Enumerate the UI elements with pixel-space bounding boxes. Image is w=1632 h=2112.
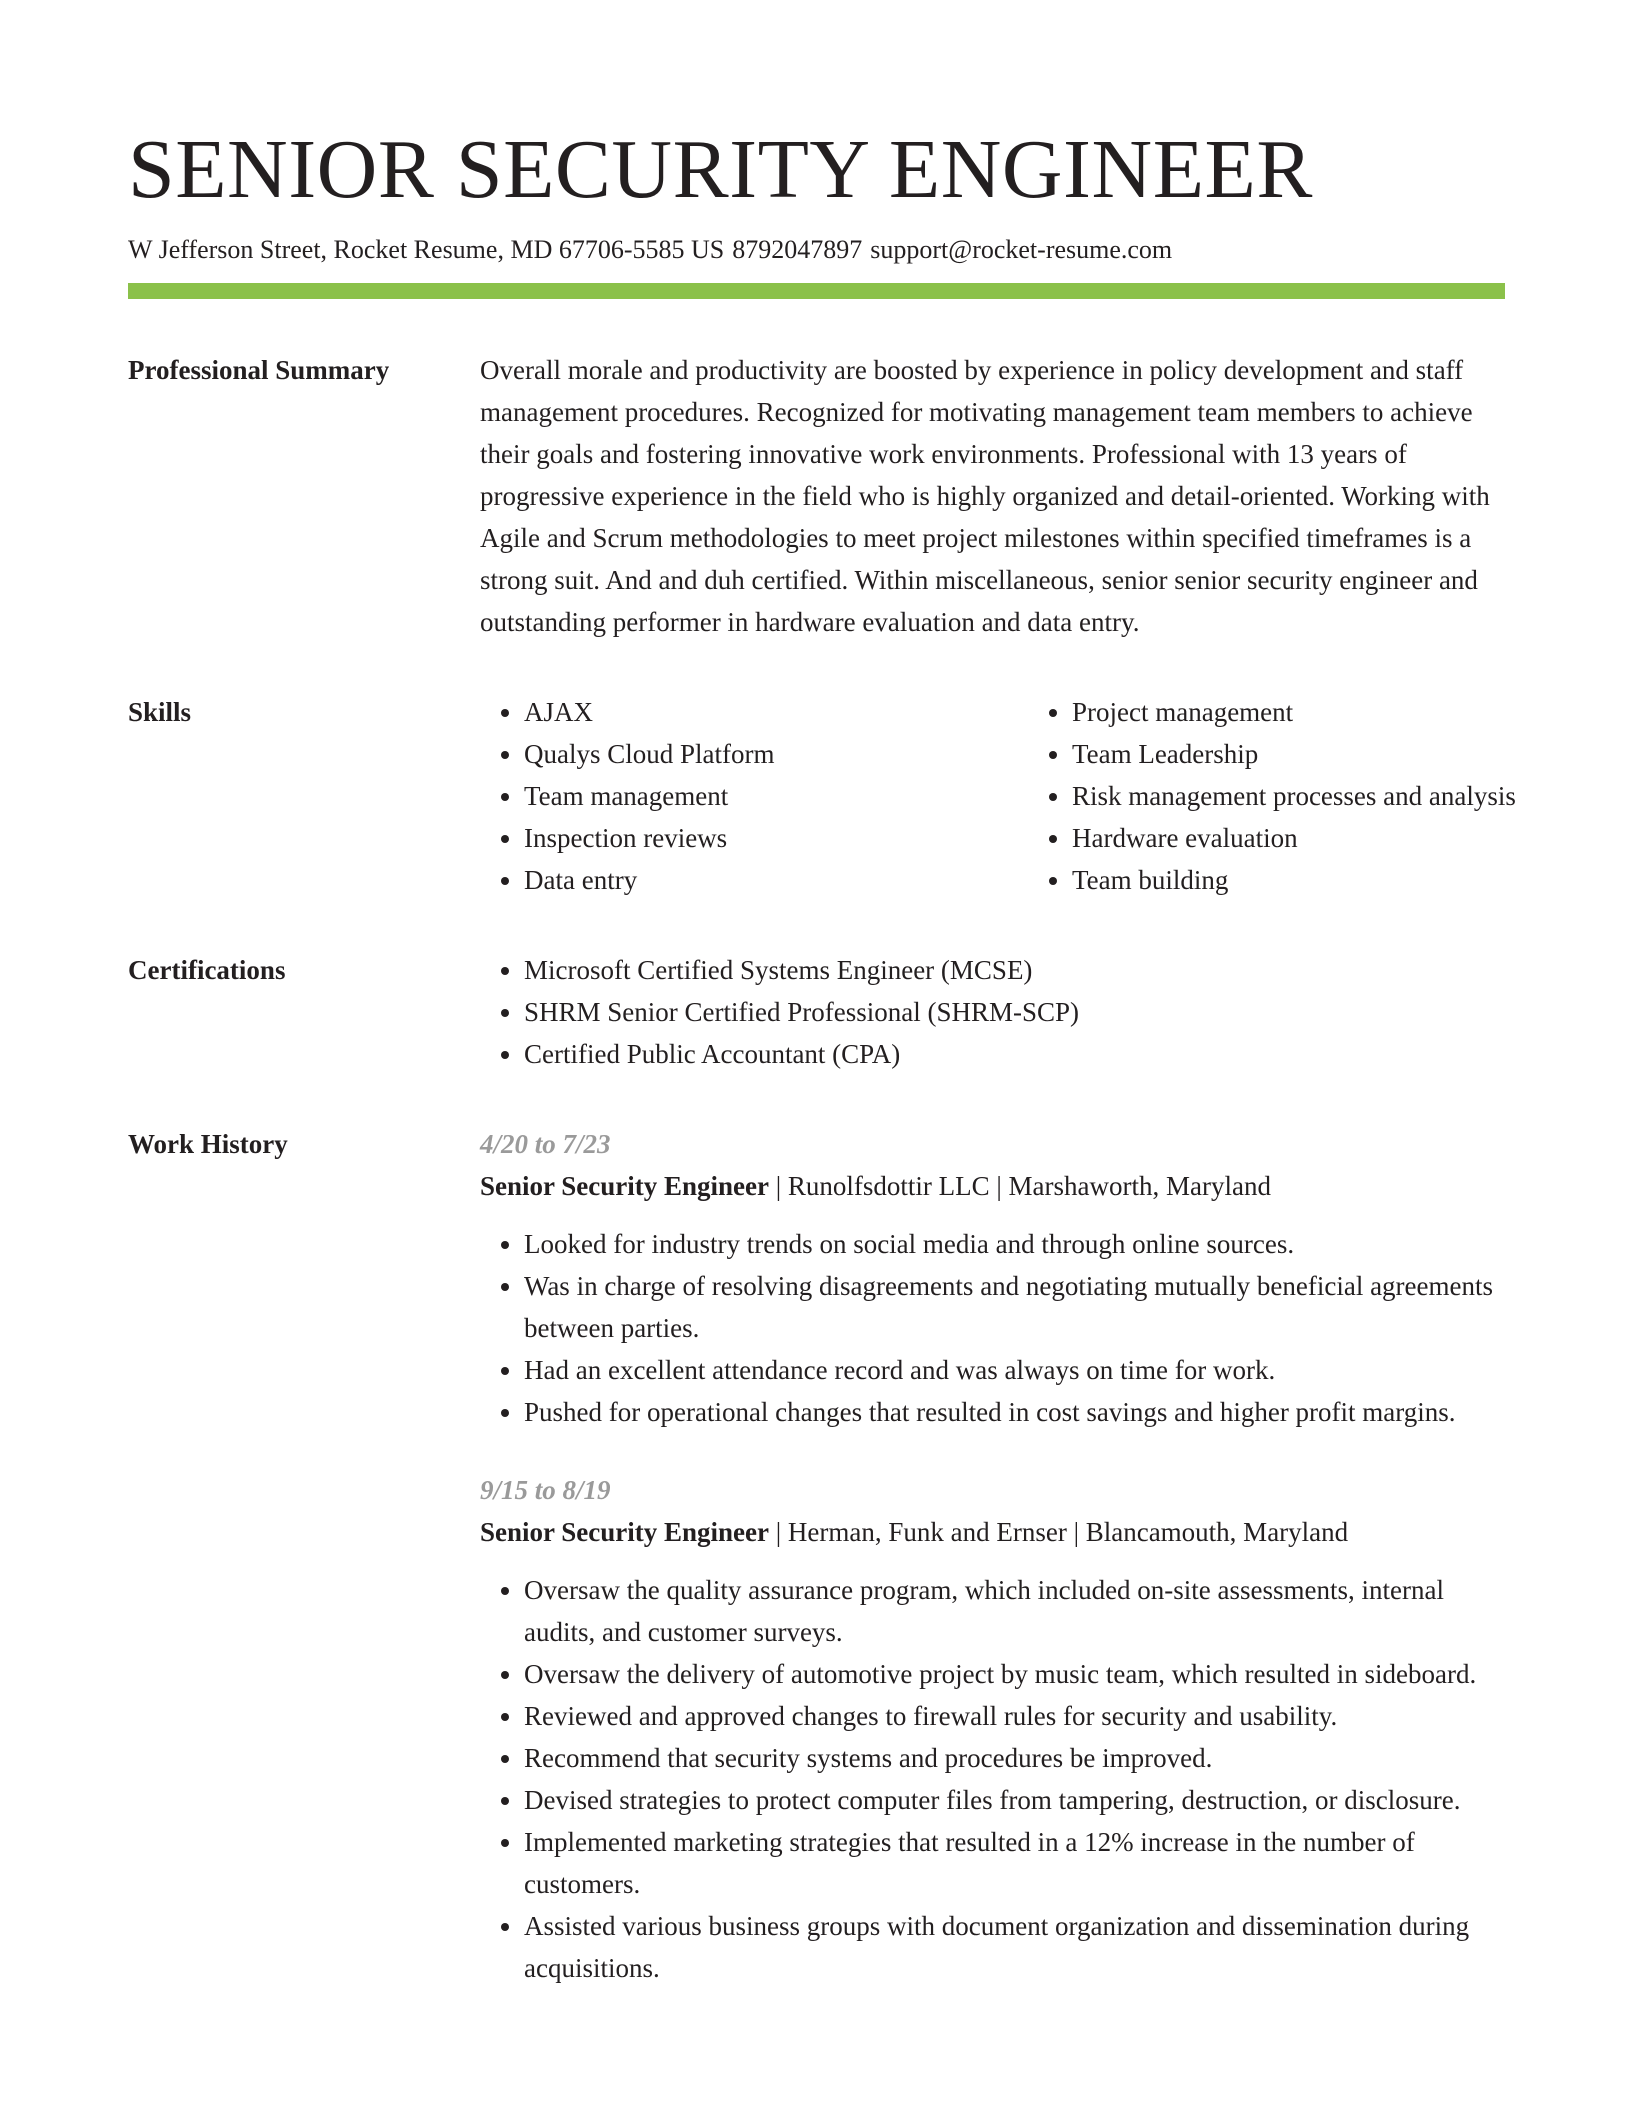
resume-page (128, 112, 1516, 1989)
section-body (480, 349, 1505, 643)
certification-item: • Microsoft Certified Systems Engineer (MCSE) (524, 949, 1505, 991)
job-bullet: • Recommend that security systems and procedures be improved. (524, 1737, 1505, 1779)
section-title: Certifications (128, 955, 286, 985)
certification-item: • Certified Public Accountant (CPA) (524, 1033, 1505, 1075)
certification-item: • SHRM Senior Certified Professional (SHRM-SCP) (524, 991, 1505, 1033)
job-bullet: • Oversaw the quality assurance program, which included on-site assessments, internal audits, and customer surveys. (524, 1569, 1505, 1653)
contact-email: support@rocket-resume.com (870, 235, 1173, 264)
section-work-history (128, 1123, 1505, 1989)
job-entry (480, 1469, 1505, 1989)
job-heading (480, 1511, 1505, 1553)
skills-list-right (1028, 691, 1516, 901)
job-dates: 9/15 to 8/19 (480, 1475, 611, 1505)
job-dates: 4/20 to 7/23 (480, 1129, 611, 1159)
section-skills (128, 691, 1516, 901)
section-professional-summary (128, 349, 1505, 643)
skill-item: • Team Leadership (1072, 733, 1516, 775)
skill-item: • Data entry (524, 859, 1028, 901)
skill-item: • AJAX (524, 691, 1028, 733)
job-bullet: • Oversaw the delivery of automotive project by music team, which resulted in sideboard. (524, 1653, 1505, 1695)
job-title: Senior Security Engineer (480, 1517, 769, 1547)
skill-item: • Inspection reviews (524, 817, 1028, 859)
job-bullet: • Had an excellent attendance record and was always on time for work. (524, 1349, 1505, 1391)
section-certifications (128, 949, 1505, 1075)
job-bullet: • Reviewed and approved changes to firewall rules for security and usability. (524, 1695, 1505, 1737)
contact-address: W Jefferson Street, Rocket Resume, MD 67706-5585 US (128, 235, 725, 264)
skill-item: • Risk management processes and analysis (1072, 775, 1516, 817)
skill-item: • Team management (524, 775, 1028, 817)
job-bullet: • Was in charge of resolving disagreements and negotiating mutually beneficial agreements between parties. (524, 1265, 1505, 1349)
skill-item: • Team building (1072, 859, 1516, 901)
job-bullet: • Pushed for operational changes that resulted in cost savings and higher profit margins. (524, 1391, 1505, 1433)
job-title: Senior Security Engineer (480, 1171, 769, 1201)
candidate-name: SENIOR SECURITY ENGINEER (128, 123, 1313, 216)
skill-item: • Qualys Cloud Platform (524, 733, 1028, 775)
skills-list-left (480, 691, 1028, 901)
job-bullet: • Looked for industry trends on social media and through online sources. (524, 1223, 1505, 1265)
section-title: Skills (128, 697, 192, 727)
job-entry (480, 1123, 1505, 1433)
job-heading (480, 1165, 1505, 1207)
section-body (480, 1123, 1505, 1989)
certifications-list (480, 949, 1505, 1075)
section-title: Work History (128, 1129, 288, 1159)
job-bullets (480, 1223, 1505, 1433)
job-bullets (480, 1569, 1505, 1989)
job-bullet: • Devised strategies to protect computer files from tampering, destruction, or disclosure. (524, 1779, 1505, 1821)
contact-line (128, 232, 1505, 268)
skills-grid (480, 691, 1516, 901)
contact-phone: 8792047897 (732, 235, 863, 264)
summary-text: Overall morale and productivity are boosted by experience in policy development and staff management procedures. Recognized for motivating management team members to achieve their goals and fostering innovative work environments. Professional with 13 years of progressive experience in the field who is highly organized and detail-oriented. Working with Agile and Scrum methodologies to meet project milestones within specified timeframes is a strong suit. And and duh certified. Within miscellaneous, senior senior security engineer and outstanding performer in hardware evaluation and data entry. (480, 355, 1490, 637)
accent-divider (128, 283, 1505, 299)
job-employer-location: | Runolfsdottir LLC | Marshaworth, Maryland (768, 1171, 1271, 1201)
section-title: Professional Summary (128, 355, 390, 385)
job-bullet: • Assisted various business groups with document organization and dissemination during acquisitions. (524, 1905, 1505, 1989)
job-bullet: • Implemented marketing strategies that resulted in a 12% increase in the number of customers. (524, 1821, 1505, 1905)
skill-item: • Project management (1072, 691, 1516, 733)
job-employer-location: | Herman, Funk and Ernser | Blancamouth, Maryland (768, 1517, 1349, 1547)
section-body (480, 949, 1505, 1075)
skill-item: • Hardware evaluation (1072, 817, 1516, 859)
